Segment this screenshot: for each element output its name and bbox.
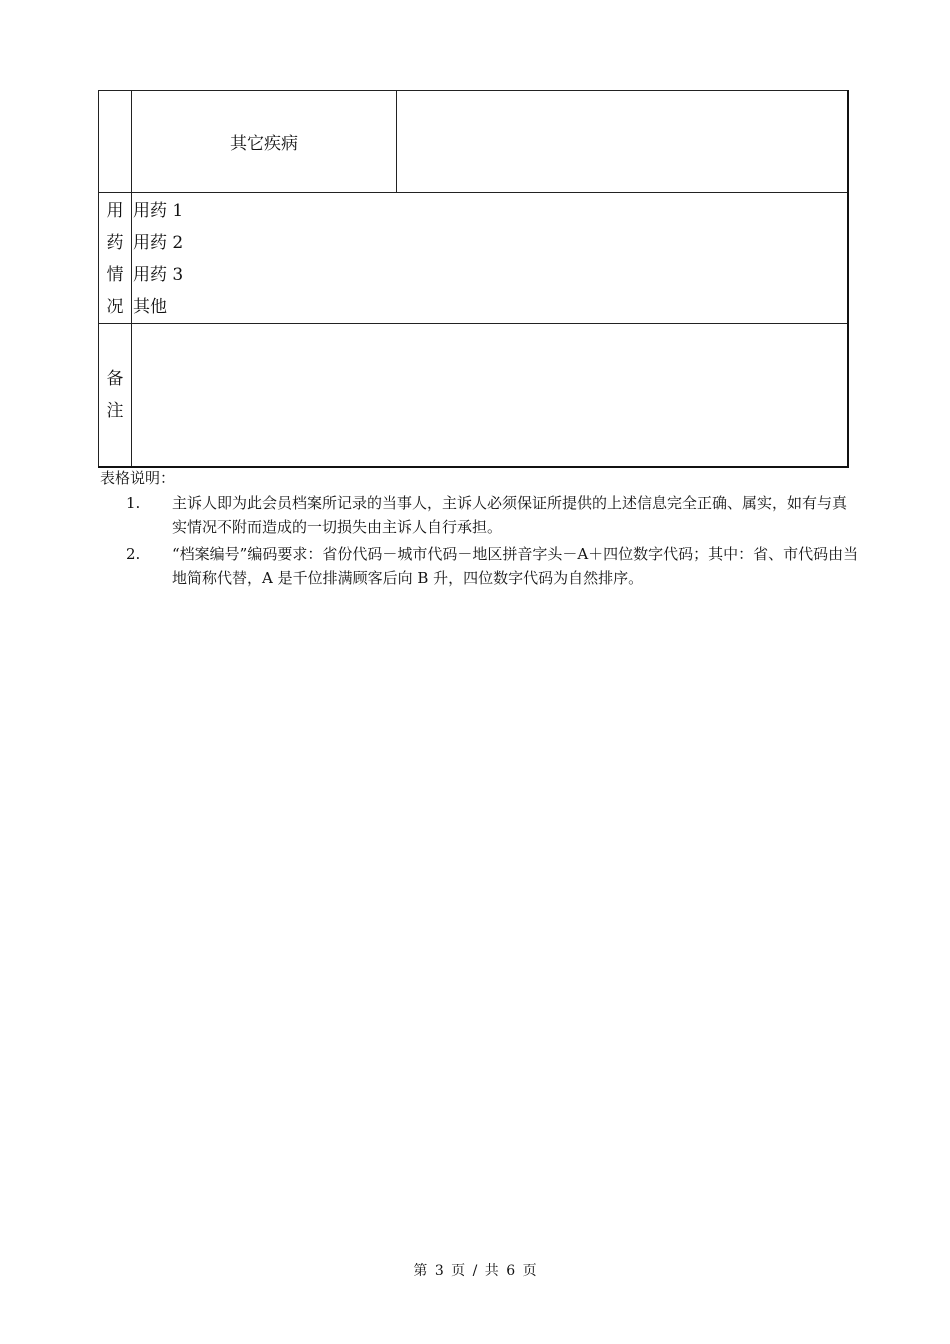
note-item-2	[100, 542, 860, 590]
medication-item-2[interactable]: 用药 2	[133, 233, 184, 253]
other-disease-row	[99, 91, 849, 193]
empty-label-cell	[99, 91, 132, 193]
note-number: 2.	[126, 545, 141, 563]
other-disease-value[interactable]	[397, 91, 849, 193]
medication-row	[99, 193, 849, 324]
note-text: “档案编号”编码要求：省份代码－城市代码－地区拼音字头－A＋四位数字代码；其中：省、市代码由当地简称代替，A 是千位排满顾客后向 B 升，四位数字代码为自然排序。	[172, 545, 859, 587]
member-record-table	[98, 90, 849, 468]
note-text: 主诉人即为此会员档案所记录的当事人，主诉人必须保证所提供的上述信息完全正确、属实，如有与真实情况不附而造成的一切损失由主诉人自行承担。	[172, 494, 848, 536]
notes-title: 表格说明：	[100, 469, 176, 487]
page-number: 第 3 页 / 共 6 页	[413, 1263, 537, 1279]
medication-item-other[interactable]: 其他	[133, 297, 167, 317]
medication-list	[132, 193, 849, 324]
notes-list	[100, 491, 860, 593]
medication-item-1[interactable]: 用药 1	[133, 201, 184, 221]
remarks-value[interactable]	[132, 324, 849, 468]
remarks-row	[99, 324, 849, 468]
remarks-label: 备 注	[99, 324, 132, 468]
medication-item-3[interactable]: 用药 3	[133, 265, 184, 285]
medication-label: 用 药 情 况	[99, 193, 132, 324]
note-number: 1.	[126, 494, 141, 512]
note-item-1	[100, 491, 860, 539]
other-disease-label: 其它疾病	[132, 91, 397, 193]
